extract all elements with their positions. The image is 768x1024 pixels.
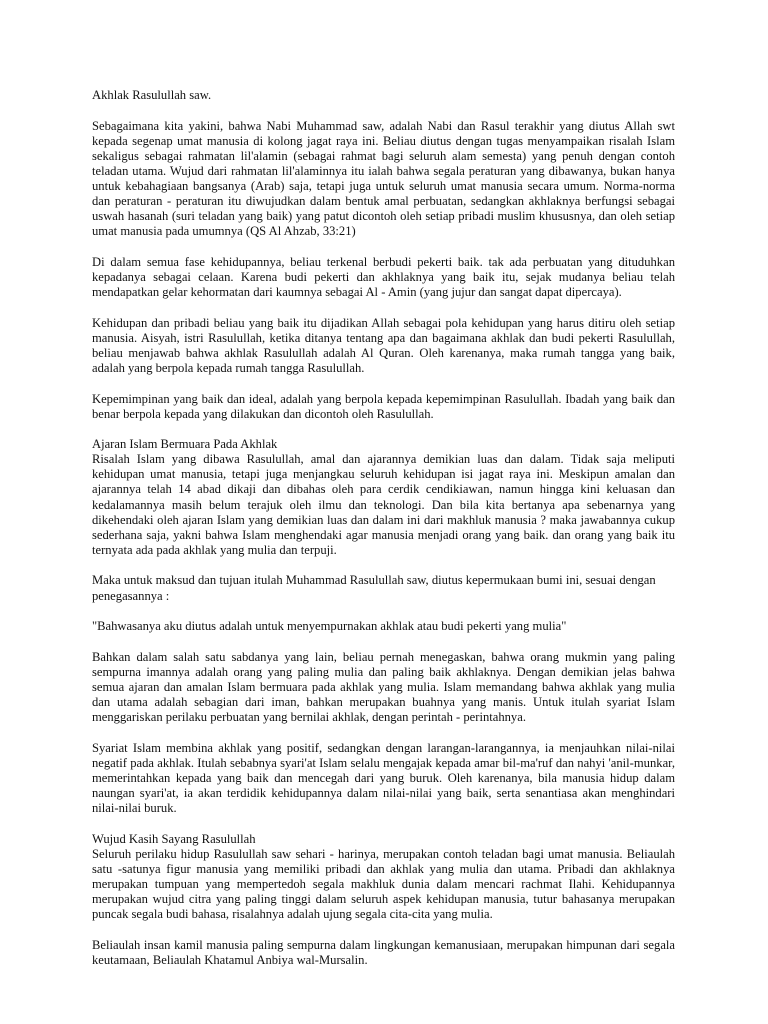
paragraph-intro-3: Kehidupan dan pribadi beliau yang baik itu dijadikan Allah sebagai pola kehidupan yang harus ditiru oleh setiap manusia. Aisyah, istri Rasulullah, ketika ditanya tentang apa dan bagaimana akhlak dan budi pekerti Rasulullah, beliau menjawab bahwa akhlak Rasulullah adalah Al Quran. Oleh karenanya, maka rumah tangga yang baik, adalah yang berpola kepada rumah tangga Rasulullah. — [92, 315, 675, 375]
paragraph-sabda: Bahkan dalam salah satu sabdanya yang lain, beliau pernah menegaskan, bahwa orang mukmin yang paling sempurna imannya adalah orang yang paling mulia dan paling baik akhlaknya. Dengan demikian jelas bahwa semua ajaran dan amalan Islam bermuara pada akhlak yang mulia. Islam memandang bahwa akhlak yang mulia dan utama adalah sebagian dari iman, bahkan merupakan buahnya yang manis. Untuk itulah syariat Islam menggariskan perilaku perbuatan yang bernilai akhlak, dengan perintah - perintahnya. — [92, 649, 675, 725]
paragraph-intro-4: Kepemimpinan yang baik dan ideal, adalah yang berpola kepada kepemimpinan Rasulullah. Ibadah yang baik dan benar berpola kepada yang dilakukan dan dicontoh oleh Rasulullah. — [92, 391, 675, 421]
section-ajaran-islam — [92, 437, 675, 558]
document-page — [92, 88, 675, 983]
document-title: Akhlak Rasulullah saw. — [92, 88, 212, 102]
paragraph-intro-1: Sebagaimana kita yakini, bahwa Nabi Muhammad saw, adalah Nabi dan Rasul terakhir yang diutus Allah swt kepada segenap umat manusia di kolong jagat raya ini. Beliau diutus dengan tugas menyampaikan risalah Islam sekaligus sebagai rahmatan lil'alamin (sebagai rahmat bagi seluruh alam semesta) yang penuh dengan contoh teladan utama. Wujud dari rahmatan lil'alaminnya itu ialah bahwa segala peraturan yang dibawanya, bukan hanya untuk kebahagiaan bangsanya (Arab) saja, tetapi juga untuk seluruh umat manusia secara umum. Norma-norma dan peraturan - peraturan itu diwujudkan dalam bentuk amal perbuatan, sedangkan akhlaknya berfungsi sebagai uswah hasanah (suri teladan yang baik) yang patut dicontoh oleh setiap pribadi muslim khususnya, dan oleh setiap umat manusia pada umumnya (QS Al Ahzab, 33:21) — [92, 118, 675, 239]
paragraph-maksud-tujuan: Maka untuk maksud dan tujuan itulah Muhammad Rasulullah saw, diutus kepermukaan bumi ini, sesuai dengan penegasannya : — [92, 573, 656, 603]
hadith-quote: "Bahwasanya aku diutus adalah untuk menyempurnakan akhlak atau budi pekerti yang mulia" — [92, 619, 567, 634]
section-heading-ajaran-islam: Ajaran Islam Bermuara Pada Akhlak — [92, 437, 278, 452]
paragraph-insan-kamil: Beliaulah insan kamil manusia paling sempurna dalam lingkungan kemanusiaan, merupakan himpunan dari segala keutamaan, Beliaulah Khatamul Anbiya wal-Mursalin. — [92, 937, 675, 967]
section-kasih-sayang — [92, 832, 675, 923]
section-body-kasih-sayang: Seluruh perilaku hidup Rasulullah saw sehari - harinya, merupakan contoh teladan bagi umat manusia. Beliaulah satu -satunya figur manusia yang memiliki pribadi dan akhlak yang mulia dan utama. Pribadi dan akhlaknya merupakan tumpuan yang mempertedoh segala makhluk dunia dalam mencari rachmat Ilahi. Kehidupannya merupakan wujud citra yang paling tinggi dalam seluruh aspek kehidupan manusia, tutur bahasanya merupakan puncak segala budi bahasa, risalahnya adalah ujung segala cita-cita yang mulia. — [92, 846, 675, 922]
section-heading-kasih-sayang: Wujud Kasih Sayang Rasulullah — [92, 831, 256, 846]
section-body-ajaran-islam: Risalah Islam yang dibawa Rasulullah, amal dan ajarannya demikian luas dan dalam. Tidak saja meliputi kehidupan umat manusia, tetapi juga menjangkau seluruh kehidupan isi jagat raya ini. Meskipun amalan dan ajarannya telah 14 abad dikaji dan dibahas oleh para cerdik cendikiawan, namun hingga kini keluasan dan kedalamannya masih belum terajuk oleh ilmu dan teknologi. Dan bila kita bertanya apa sebenarnya yang dikehendaki oleh ajaran Islam yang demikian luas dan dalam ini dari makhluk manusia ? maka jawabannya cukup sederhana saja, yakni bahwa Islam menghendaki agar manusia menjadi orang yang baik. dan orang yang baik itu ternyata ada pada akhlak yang mulia dan terpuji. — [92, 452, 675, 557]
paragraph-intro-2: Di dalam semua fase kehidupannya, beliau terkenal berbudi pekerti baik. tak ada perbuatan yang dituduhkan kepadanya sebagai celaan. Karena budi pekerti dan akhlaknya yang baik itu, sejak mudanya beliau telah mendapatkan gelar kehormatan dari kaumnya sebagai Al - Amin (yang jujur dan sangat dapat dipercaya). — [92, 254, 675, 300]
paragraph-syariat: Syariat Islam membina akhlak yang positif, sedangkan dengan larangan-larangannya, ia menjauhkan nilai-nilai negatif pada akhlak. Itulah sebabnya syari'at Islam selalu mengajak kepada amar bil-ma'ruf dan nahyi 'anil-munkar, memerintahkan kepada yang baik dan mencegah dari yang buruk. Oleh karenanya, bila manusia hidup dalam naungan syari'at, ia akan terdidik kehidupannya dalam nilai-nilai yang baik, serta senantiasa akan menghindari nilai-nilai buruk. — [92, 740, 675, 816]
